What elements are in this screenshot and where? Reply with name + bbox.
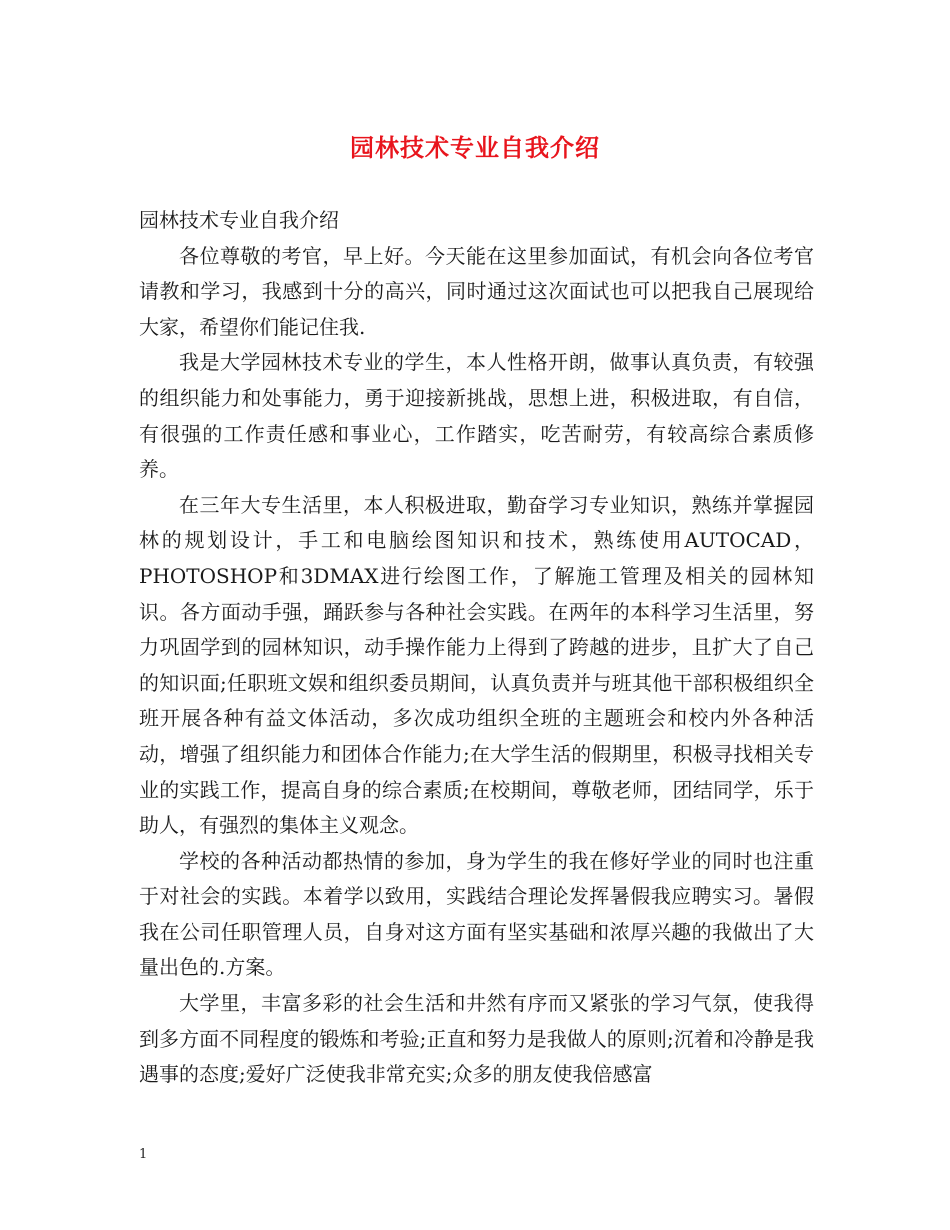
document-body: [139, 203, 814, 1093]
paragraph-university-life: 大学里，丰富多彩的社会生活和井然有序而又紧张的学习气氛，使我得到多方面不同程度的锻炼和考验;正直和努力是我做人的原则;沉着和冷静是我遇事的态度;爱好广泛使我非常充实;众多的朋友使我倍感富: [139, 991, 814, 1087]
document-title: 园林技术专业自我介绍: [350, 133, 600, 162]
paragraph-greeting: 各位尊敬的考官，早上好。今天能在这里参加面试，有机会向各位考官请教和学习，我感到十分的高兴，同时通过这次面试也可以把我自己展现给大家，希望你们能记住我.: [139, 243, 814, 339]
paragraph-practice: 学校的各种活动都热情的参加，身为学生的我在修好学业的同时也注重于对社会的实践。本着学以致用，实践结合理论发挥暑假我应聘实习。暑假我在公司任职管理人员，自身对这方面有坚实基础和浓厚兴趣的我做出了大量出色的.方案。: [139, 848, 814, 980]
paragraph-personality: 我是大学园林技术专业的学生，本人性格开朗，做事认真负责，有较强的组织能力和处事能力，勇于迎接新挑战，思想上进，积极进取，有自信，有很强的工作责任感和事业心，工作踏实，吃苦耐劳，有较高综合素质修养。: [139, 350, 814, 482]
document-subheading: 园林技术专业自我介绍: [139, 208, 339, 232]
paragraph-study: 在三年大专生活里，本人积极进取，勤奋学习专业知识，熟练并掌握园林的规划设计，手工和电脑绘图知识和技术，熟练使用AUTOCAD，PHOTOSHOP和3DMAX进行绘图工作，了解施工管理及相关的园林知识。各方面动手强，踊跃参与各种社会实践。在两年的本科学习生活里，努力巩固学到的园林知识，动手操作能力上得到了跨越的进步，且扩大了自己的知识面;任职班文娱和组织委员期间，认真负责并与班其他干部积极组织全班开展各种有益文体活动，多次成功组织全班的主题班会和校内外各种活动，增强了组织能力和团体合作能力;在大学生活的假期里，积极寻找相关专业的实践工作，提高自身的综合素质;在校期间，尊敬老师，团结同学，乐于助人，有强烈的集体主义观念。: [139, 492, 814, 838]
page-number: 1: [139, 1147, 148, 1162]
